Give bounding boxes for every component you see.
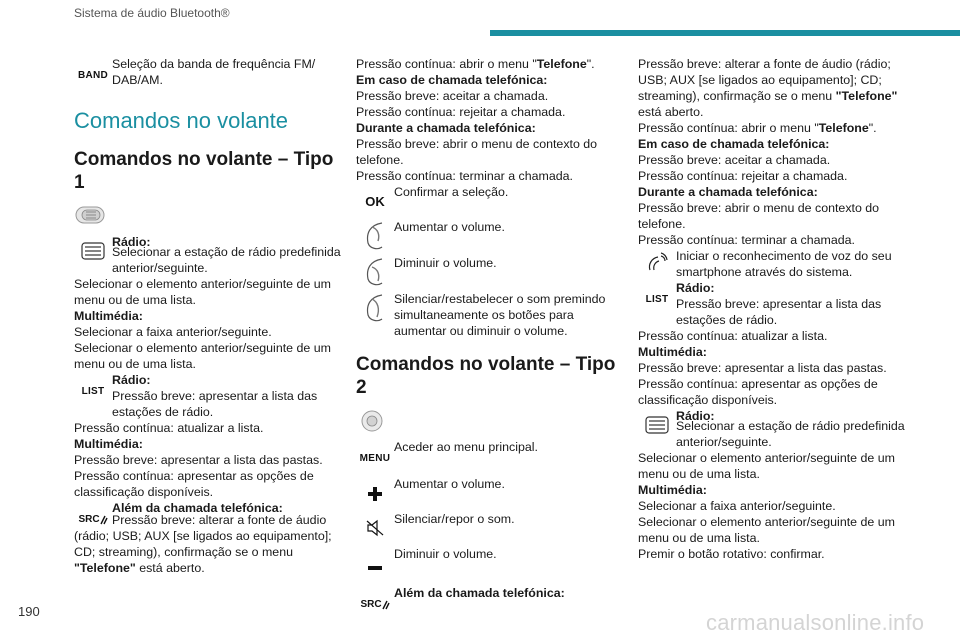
src2-label: Além da chamada telefónica: — [394, 586, 565, 600]
call-text-2: Pressão contínua: rejeitar a chamada. — [356, 105, 566, 119]
radio3-label: Rádio: — [676, 409, 715, 423]
during-text-1: Pressão breve: abrir o menu de contexto do telefone. — [356, 137, 598, 167]
column-1 — [74, 56, 342, 576]
radio-text-1-wrap — [74, 244, 342, 276]
during-text-2: Pressão contínua: terminar a chamada. — [356, 169, 573, 183]
list3-multimedia-label: Multimédia: — [638, 345, 707, 359]
radio-label: Rádio: — [112, 235, 151, 249]
band-item — [74, 56, 342, 88]
radio3-text-2: Selecionar o elemento anterior/seguinte de um menu ou de uma lista. — [638, 451, 895, 481]
src-text-b: "Telefone" — [74, 561, 136, 575]
speaker-mute-icon — [365, 519, 385, 537]
src2-phone-icon — [360, 597, 389, 613]
mute-text: Silenciar/restabelecer o som premindo simultaneamente os botões para aumentar ou diminuir o volume. — [394, 292, 606, 338]
volume-up-item — [356, 219, 624, 251]
mute2-text: Silenciar/repor o som. — [394, 512, 515, 526]
during-text-3-1: Pressão breve: abrir o menu de contexto do telefone. — [638, 201, 880, 231]
list3-radio-label: Rádio: — [676, 281, 715, 295]
mute2-item — [356, 511, 624, 537]
call-label: Em caso de chamada telefónica: — [356, 73, 548, 87]
multimedia-label: Multimédia: — [74, 309, 143, 323]
plus-icon — [367, 486, 383, 502]
phone-long3-c: ". — [868, 121, 877, 135]
call-label-3: Em caso de chamada telefónica: — [638, 137, 830, 151]
minus-text: Diminuir o volume. — [394, 547, 497, 561]
subsection-title-type2: Comandos no volante – Tipo 2 — [356, 354, 616, 398]
column-2 — [356, 56, 624, 613]
list3-multimedia-text-1: Pressão breve: apresentar a lista das pastas. — [638, 361, 887, 375]
volume-down-item — [356, 255, 624, 287]
steering-control-type2-icon — [356, 409, 624, 435]
voice-text: Iniciar o reconhecimento de voz do seu smartphone através do sistema. — [676, 249, 892, 279]
menu-item — [356, 439, 624, 467]
list-multimedia-label: Multimédia: — [74, 437, 143, 451]
src-short-b: "Telefone" — [835, 89, 898, 103]
multimedia-text-2: Selecionar o elemento anterior/seguinte de um menu ou de uma lista. — [74, 341, 331, 371]
src-text-a: Pressão breve: alterar a fonte de áudio (rádio; USB; AUX [se ligados ao equipamento]; CD; streaming), confirmação se o menu — [74, 513, 332, 559]
list-icon: LIST — [81, 386, 105, 397]
thumbwheel-icon — [81, 242, 105, 260]
list-radio-text-2: Pressão contínua: atualizar a lista. — [74, 421, 264, 435]
plus-text: Aumentar o volume. — [394, 477, 505, 491]
call-text-3-1: Pressão breve: aceitar a chamada. — [638, 153, 831, 167]
src-short-a: Pressão breve: alterar a fonte de áudio (rádio; USB; AUX [se ligados ao equipamento]; CD; streaming), confirmação se o menu — [638, 57, 891, 103]
mute-control-icon — [362, 293, 388, 323]
phone-long-b: Telefone — [536, 57, 587, 71]
src-short-press — [638, 56, 906, 120]
phone-long3-b: Telefone — [818, 121, 869, 135]
during-label: Durante a chamada telefónica: — [356, 121, 536, 135]
list-multimedia-text-1: Pressão breve: apresentar a lista das pastas. — [74, 453, 323, 467]
list3-item — [638, 280, 906, 328]
volume-down-text: Diminuir o volume. — [394, 256, 497, 270]
running-header: Sistema de áudio Bluetooth® — [74, 6, 230, 20]
volume-down-control-icon — [362, 257, 388, 287]
list-multimedia-text-2: Pressão contínua: apresentar as opções de classificação disponíveis. — [74, 469, 314, 499]
multimedia3-text-2: Selecionar o elemento anterior/seguinte de um menu ou de uma lista. — [638, 515, 895, 545]
header-accent-bar — [490, 30, 960, 36]
list3-radio-text-1: Pressão breve: apresentar a lista das estações de rádio. — [676, 297, 882, 327]
radio3-text-1-wrap — [638, 418, 906, 450]
phone-long3-a: Pressão contínua: abrir o menu " — [638, 121, 819, 135]
radio-text-2: Selecionar o elemento anterior/seguinte de um menu ou de uma lista. — [74, 277, 331, 307]
minus-icon — [367, 560, 383, 576]
plus-item — [356, 476, 624, 502]
radio3-text-1: Selecionar a estação de rádio predefinida anterior/seguinte. — [676, 419, 905, 449]
radio-text-1: Selecionar a estação de rádio predefinida anterior/seguinte. — [112, 245, 341, 275]
src2-icon-label: SRC — [360, 599, 382, 610]
multimedia3-text-1: Selecionar a faixa anterior/seguinte. — [638, 499, 836, 513]
src-label: Além da chamada telefónica: — [112, 501, 283, 515]
steering-control-type1-icon — [74, 204, 342, 230]
list-radio-text-1: Pressão breve: apresentar a lista das estações de rádio. — [112, 389, 318, 419]
call-text-3-2: Pressão contínua: rejeitar a chamada. — [638, 169, 848, 183]
ok-icon: OK — [365, 194, 385, 209]
rotary-text: Premir o botão rotativo: confirmar. — [638, 547, 825, 561]
band-icon: BAND — [77, 70, 109, 81]
section-title: Comandos no volante — [74, 108, 289, 133]
src-short-c: está aberto. — [638, 105, 704, 119]
phone-long-c: ". — [586, 57, 595, 71]
list-radio-label: Rádio: — [112, 373, 151, 387]
menu-icon: MENU — [359, 453, 391, 464]
list3-multimedia-text-2: Pressão contínua: apresentar as opções de classificação disponíveis. — [638, 377, 878, 407]
multimedia-text-1: Selecionar a faixa anterior/seguinte. — [74, 325, 272, 339]
phone-long-a: Pressão contínua: abrir o menu " — [356, 57, 537, 71]
menu-text: Aceder ao menu principal. — [394, 440, 538, 454]
src-text-c: está aberto. — [135, 561, 205, 575]
voice-item — [638, 248, 906, 280]
subsection-title-type1: Comandos no volante – Tipo 1 — [74, 149, 334, 193]
during-label-3: Durante a chamada telefónica: — [638, 185, 818, 199]
during-text-3-2: Pressão contínua: terminar a chamada. — [638, 233, 855, 247]
voice-recognition-icon — [646, 252, 668, 274]
watermark: carmanualsonline.info — [706, 610, 925, 635]
thumbwheel3-icon — [645, 416, 669, 434]
volume-up-text: Aumentar o volume. — [394, 220, 505, 234]
call-text-1: Pressão breve: aceitar a chamada. — [356, 89, 549, 103]
src-text-wrap — [74, 512, 342, 576]
multimedia3-label: Multimédia: — [638, 483, 707, 497]
ok-item — [356, 184, 624, 210]
column-3 — [638, 56, 906, 562]
page-number: 190 — [18, 604, 40, 619]
minus-item — [356, 546, 624, 576]
src2-item — [356, 585, 624, 613]
list3-radio-text-2: Pressão contínua: atualizar a lista. — [638, 329, 828, 343]
band-text: Seleção da banda de frequência FM/ DAB/AM. — [112, 57, 316, 87]
volume-up-control-icon — [362, 221, 388, 251]
src-icon-label: SRC — [78, 514, 100, 525]
list3-icon: LIST — [645, 294, 669, 305]
ok-text: Confirmar a seleção. — [394, 185, 509, 199]
phone-long-press — [356, 56, 624, 72]
phone-long-press-3 — [638, 120, 906, 136]
list-item — [74, 372, 342, 420]
mute-item — [356, 291, 624, 339]
